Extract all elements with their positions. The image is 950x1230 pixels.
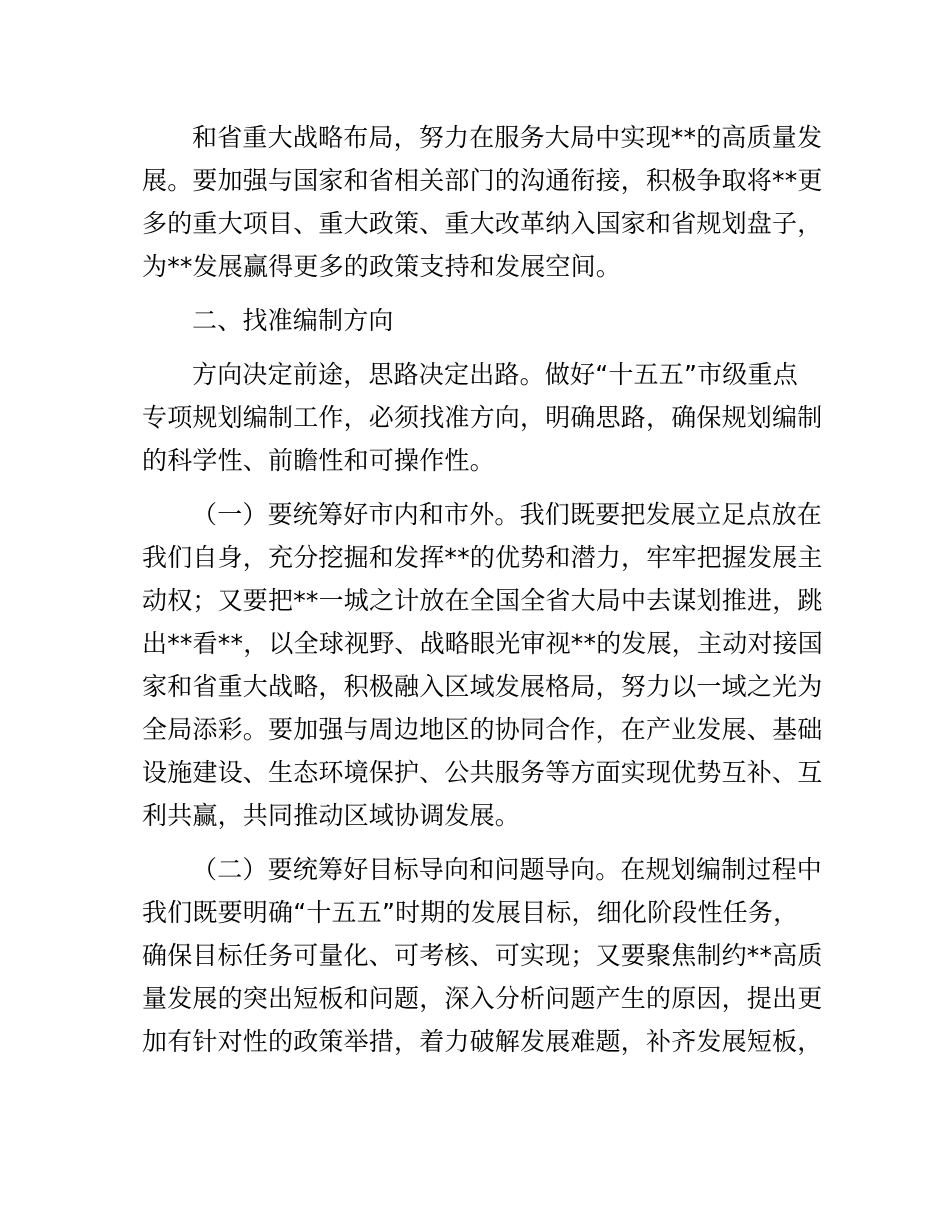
paragraph-line: 动权；又要把**一城之计放在全国全省大局中去谋划推进，跳: [142, 586, 823, 615]
section-heading: 二、找准编制方向: [192, 306, 394, 335]
paragraph-line: （二）要统筹好目标导向和问题导向。在规划编制过程中: [192, 855, 823, 884]
paragraph-line: 多的重大项目、重大政策、重大改革纳入国家和省规划盘子，: [142, 209, 823, 238]
paragraph-line: 家和省重大战略，积极融入区域发展格局，努力以一域之光为: [142, 672, 823, 701]
paragraph-line: 我们自身，充分挖掘和发挥**的优势和潜力，牢牢把握发展主: [142, 543, 823, 572]
paragraph-line: （一）要统筹好市内和市外。我们既要把发展立足点放在: [192, 500, 823, 529]
paragraph-line: 展。要加强与国家和省相关部门的沟通衔接，积极争取将**更: [142, 166, 823, 195]
paragraph-line: 专项规划编制工作，必须找准方向，明确思路，确保规划编制: [142, 403, 823, 432]
paragraph-line: 设施建设、生态环境保护、公共服务等方面实现优势互补、互: [142, 758, 823, 787]
paragraph-line: 加有针对性的政策举措，着力破解发展难题，补齐发展短板，: [142, 1027, 823, 1056]
paragraph-line: 确保目标任务可量化、可考核、可实现；又要聚焦制约**高质: [142, 941, 823, 970]
paragraph-line: 和省重大战略布局，努力在服务大局中实现**的高质量发: [192, 123, 823, 152]
paragraph-line: 量发展的突出短板和问题，深入分析问题产生的原因，提出更: [142, 984, 823, 1013]
paragraph-line: 出**看**，以全球视野、战略眼光审视**的发展，主动对接国: [142, 629, 824, 658]
paragraph-line: 我们既要明确“十五五”时期的发展目标，细化阶段性任务，: [142, 898, 799, 927]
paragraph-line: 为**发展赢得更多的政策支持和发展空间。: [142, 252, 622, 281]
paragraph-line: 方向决定前途，思路决定出路。做好“十五五”市级重点: [192, 360, 798, 389]
paragraph-line: 全局添彩。要加强与周边地区的协同合作，在产业发展、基础: [142, 715, 823, 744]
paragraph-line: 的科学性、前瞻性和可操作性。: [142, 446, 495, 475]
paragraph-line: 利共赢，共同推动区域协调发展。: [142, 801, 521, 830]
